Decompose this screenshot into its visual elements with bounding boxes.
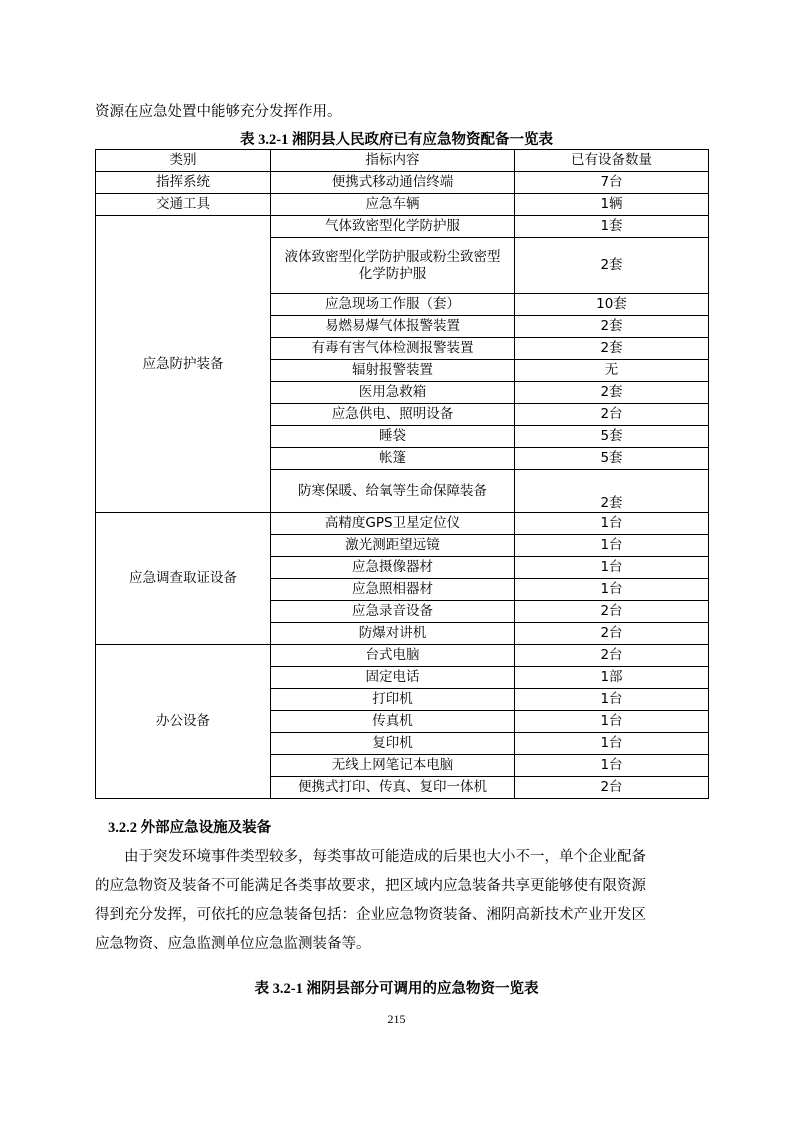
quantity-cell: 2套 (515, 338, 709, 360)
category-cell: 交通工具 (96, 194, 271, 216)
section-heading: 3.2.2 外部应急设施及装备 (108, 820, 272, 836)
item-name-cell: 传真机 (271, 711, 515, 733)
header-quantity: 已有设备数量 (515, 150, 709, 172)
quantity-cell: 2台 (515, 645, 709, 667)
table-row (96, 172, 709, 194)
quantity-cell: 7台 (515, 172, 709, 194)
table-title: 表 3.2-1 湘阴县人民政府已有应急物资配备一览表 (240, 132, 553, 148)
paragraph-line: 应急物资、应急监测单位应急监测装备等。 (95, 936, 371, 952)
item-name-cell: 辐射报警装置 (271, 360, 515, 382)
quantity-cell: 1部 (515, 667, 709, 689)
quantity-cell: 1台 (515, 733, 709, 755)
quantity-cell: 2台 (515, 777, 709, 799)
item-name-cell: 应急车辆 (271, 194, 515, 216)
item-name-cell: 液体致密型化学防护服或粉尘致密型化学防护服 (271, 238, 515, 294)
header-category: 类别 (96, 150, 271, 172)
table-row (96, 645, 709, 667)
quantity-cell: 1台 (515, 513, 709, 535)
category-cell: 应急调查取证设备 (96, 513, 271, 645)
quantity-cell: 1台 (515, 579, 709, 601)
item-name-cell: 打印机 (271, 689, 515, 711)
quantity-cell: 2套 (515, 316, 709, 338)
quantity-cell: 1台 (515, 535, 709, 557)
table-header-row (96, 150, 709, 172)
item-name-cell: 防寒保暖、给氧等生命保障装备 (271, 470, 515, 513)
item-name-cell: 帐篷 (271, 448, 515, 470)
table-title-2: 表 3.2-1 湘阴县部分可调用的应急物资一览表 (254, 981, 539, 997)
quantity-cell: 1台 (515, 755, 709, 777)
quantity-cell: 2套 (515, 470, 709, 513)
item-name-cell: 无线上网笔记本电脑 (271, 755, 515, 777)
emergency-supplies-table (95, 149, 709, 799)
item-name-cell: 激光测距望远镜 (271, 535, 515, 557)
header-item: 指标内容 (271, 150, 515, 172)
quantity-cell: 1台 (515, 689, 709, 711)
item-name-cell: 应急摄像器材 (271, 557, 515, 579)
item-name-cell: 医用急救箱 (271, 382, 515, 404)
quantity-cell: 1辆 (515, 194, 709, 216)
table-row (96, 216, 709, 238)
category-cell: 指挥系统 (96, 172, 271, 194)
item-name-cell: 应急现场工作服（套） (271, 294, 515, 316)
quantity-cell: 1台 (515, 711, 709, 733)
item-name-cell: 便携式移动通信终端 (271, 172, 515, 194)
category-cell: 办公设备 (96, 645, 271, 799)
quantity-cell: 5套 (515, 448, 709, 470)
quantity-cell: 1套 (515, 216, 709, 238)
item-name-cell: 易燃易爆气体报警装置 (271, 316, 515, 338)
table-row (96, 194, 709, 216)
quantity-cell: 无 (515, 360, 709, 382)
quantity-cell: 1台 (515, 557, 709, 579)
item-name-cell: 台式电脑 (271, 645, 515, 667)
item-name-cell: 高精度GPS卫星定位仪 (271, 513, 515, 535)
item-name-cell: 固定电话 (271, 667, 515, 689)
page-number: 215 (387, 1012, 406, 1026)
item-name-cell: 气体致密型化学防护服 (271, 216, 515, 238)
item-name-cell: 防爆对讲机 (271, 623, 515, 645)
quantity-cell: 2台 (515, 404, 709, 426)
item-name-cell: 有毒有害气体检测报警装置 (271, 338, 515, 360)
category-cell: 应急防护装备 (96, 216, 271, 513)
paragraph-line: 得到充分发挥，可依托的应急装备包括：企业应急物资装备、湘阴高新技术产业开发区 (95, 907, 646, 923)
paragraph-line: 由于突发环境事件类型较多，每类事故可能造成的后果也大小不一，单个企业配备 (124, 849, 646, 865)
quantity-cell: 2套 (515, 238, 709, 294)
quantity-cell: 2套 (515, 382, 709, 404)
item-name-cell: 复印机 (271, 733, 515, 755)
quantity-cell: 10套 (515, 294, 709, 316)
table-row (96, 513, 709, 535)
intro-text: 资源在应急处置中能够充分发挥作用。 (95, 104, 342, 120)
paragraph-line: 的应急物资及装备不可能满足各类事故要求，把区域内应急装备共享更能够使有限资源 (95, 878, 646, 894)
quantity-cell: 5套 (515, 426, 709, 448)
item-name-cell: 应急录音设备 (271, 601, 515, 623)
quantity-cell: 2台 (515, 623, 709, 645)
item-name-cell: 应急供电、照明设备 (271, 404, 515, 426)
item-name-cell: 睡袋 (271, 426, 515, 448)
quantity-cell: 2台 (515, 601, 709, 623)
item-name-cell: 应急照相器材 (271, 579, 515, 601)
item-name-cell: 便携式打印、传真、复印一体机 (271, 777, 515, 799)
